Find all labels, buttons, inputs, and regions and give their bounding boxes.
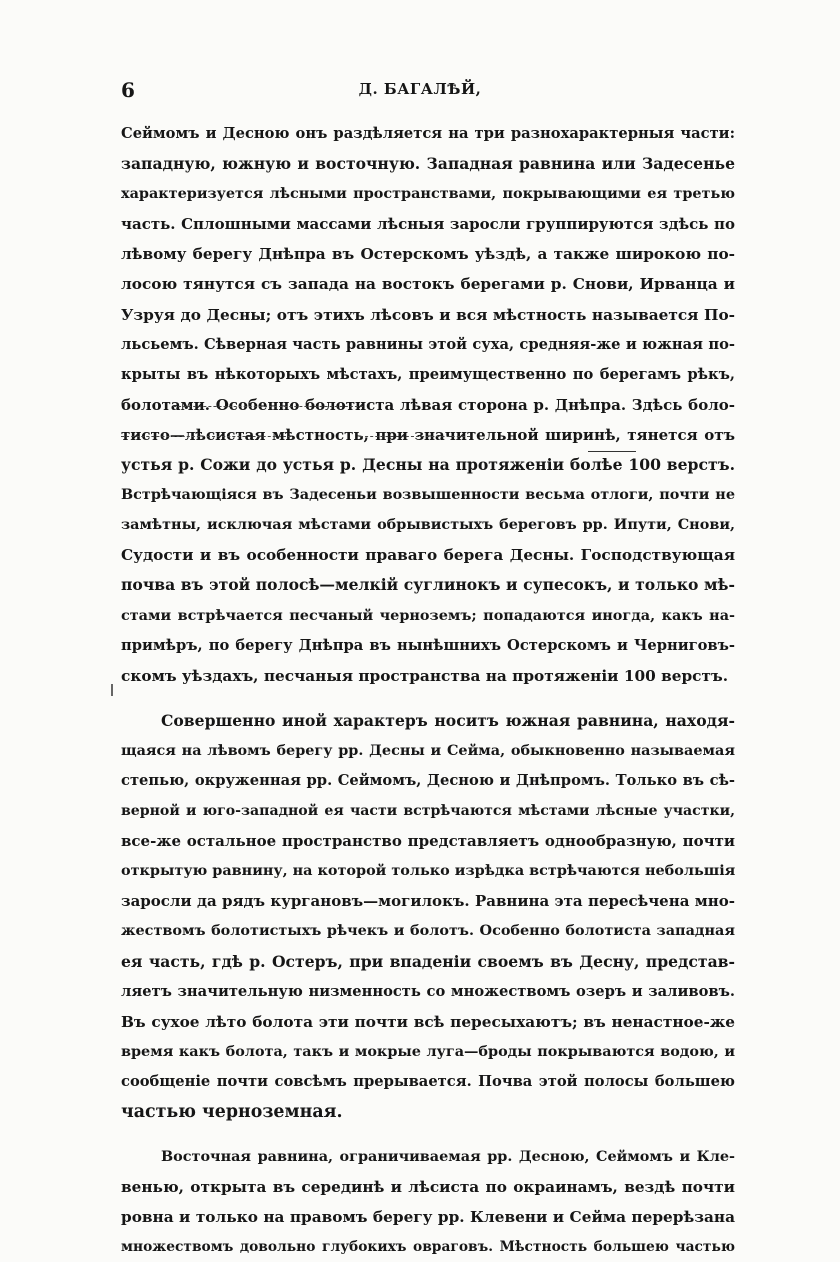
text-line: венью, открыта въ серединѣ и лѣсиста по окраинамъ, вездѣ почти (121, 1178, 735, 1197)
text-line: характеризуется лѣсными пространствами, покрывающими ея третью (121, 185, 735, 203)
text-line: примѣръ, по берегу Днѣпра въ нынѣшнихъ Остерскомъ и Черниговъ- (121, 636, 735, 654)
text-line: верной и юго-западной ея части встрѣчаются мѣстами лѣсные участки, (121, 803, 735, 820)
text-line: Совершенно иной характеръ носитъ южная равнина, находя- (161, 710, 735, 730)
text-line: западную, южную и восточную. Западная равнина или Задесенье (121, 154, 735, 174)
text-line: заросли да рядъ кургановъ—могилокъ. Равнина эта пересѣчена мно- (121, 892, 735, 911)
paragraph-gap (121, 1127, 735, 1142)
text-block (121, 119, 735, 1262)
text-line: сообщеніе почти совсѣмъ прерывается. Почва этой полосы большею (121, 1072, 735, 1090)
text-line: Встрѣчающіяся въ Задесеньи возвышенности весьма отлоги, почти не (121, 486, 735, 504)
text-line: частью черноземная. (121, 1102, 343, 1122)
text-line: ея часть, гдѣ р. Остеръ, при впаденіи своемъ въ Десну, представ- (121, 951, 735, 971)
margin-mark (111, 684, 113, 696)
text-line: ляетъ значительную низменность со множествомъ озеръ и заливовъ. (121, 982, 735, 1000)
text-line: степью, окруженная рр. Сеймомъ, Десною и Днѣпромъ. Только въ сѣ- (121, 771, 735, 789)
running-head: Д. БАГАЛѢЙ, (358, 80, 482, 98)
paragraph-gap (121, 691, 735, 706)
text-line: тисто—лѣсистая мѣстность, при значительной ширинѣ, тянется отъ (121, 425, 735, 444)
text-line: болотами. Особенно болотиста лѣвая сторона р. Днѣпра. Здѣсь боло- (121, 395, 735, 414)
text-line: лѣвому берегу Днѣпра въ Остерскомъ уѣздѣ, а также широкою по- (121, 245, 735, 264)
pencil-underline-mark (173, 406, 363, 407)
text-line: стами встрѣчается песчаный черноземъ; попадаются иногда, какъ на- (121, 606, 735, 624)
text-line: устья р. Сожи до устья р. Десны на протяженіи болѣе 100 верстъ. (121, 455, 735, 475)
text-line: Сеймомъ и Десною онъ раздѣляется на три разнохарактерныя части: (121, 125, 735, 142)
text-line: часть. Сплошными массами лѣсныя заросли группируются здѣсь по (121, 215, 735, 234)
pencil-underline-mark (360, 436, 470, 437)
text-line: все-же остальное пространство представляетъ однообразную, почти (121, 832, 735, 851)
text-line: льсьемъ. Сѣверная часть равнины этой суха, средняя-же и южная по- (121, 335, 735, 353)
text-line: лосою тянутся съ запада на востокъ берегами р. Снови, Ирванца и (121, 275, 735, 294)
pencil-strike-mark (588, 451, 636, 452)
text-line: открытую равнину, на которой только изрѣдка встрѣчаются небольшія (121, 862, 735, 880)
text-line: почва въ этой полосѣ—мелкій суглинокъ и супесокъ, и только мѣ- (121, 575, 735, 595)
page-number: 6 (121, 78, 135, 102)
text-line: крыты въ нѣкоторыхъ мѣстахъ, преимущественно по берегамъ рѣкъ, (121, 365, 735, 383)
pencil-underline-mark (121, 436, 291, 437)
text-line: Судости и въ особенности праваго берега Десны. Господствующая (121, 546, 735, 565)
text-line: ровна и только на правомъ берегу рр. Клевени и Сейма перерѣзана (121, 1208, 735, 1227)
text-line: щаяся на лѣвомъ берегу рр. Десны и Сейма, обыкновенно называемая (121, 741, 735, 759)
text-line: скомъ уѣздахъ, песчаныя пространства на протяженіи 100 верстъ. (121, 666, 729, 685)
text-line: жествомъ болотистыхъ рѣчекъ и болотъ. Особенно болотиста западная (121, 922, 735, 940)
text-line: множествомъ довольно глубокихъ овраговъ. Мѣстность большею частью (121, 1239, 735, 1256)
text-line: замѣтны, исключая мѣстами обрывистыхъ береговъ рр. Ипути, Снови, (121, 516, 735, 534)
text-line: время какъ болота, такъ и мокрые луга—броды покрываются водою, и (121, 1042, 735, 1060)
text-line: Восточная равнина, ограничиваемая рр. Десною, Сеймомъ и Кле- (161, 1148, 735, 1166)
text-line: Узруя до Десны; отъ этихъ лѣсовъ и вся мѣстность называется По- (121, 305, 735, 324)
text-line: Въ сухое лѣто болота эти почти всѣ пересыхаютъ; въ ненастное-же (121, 1012, 735, 1031)
